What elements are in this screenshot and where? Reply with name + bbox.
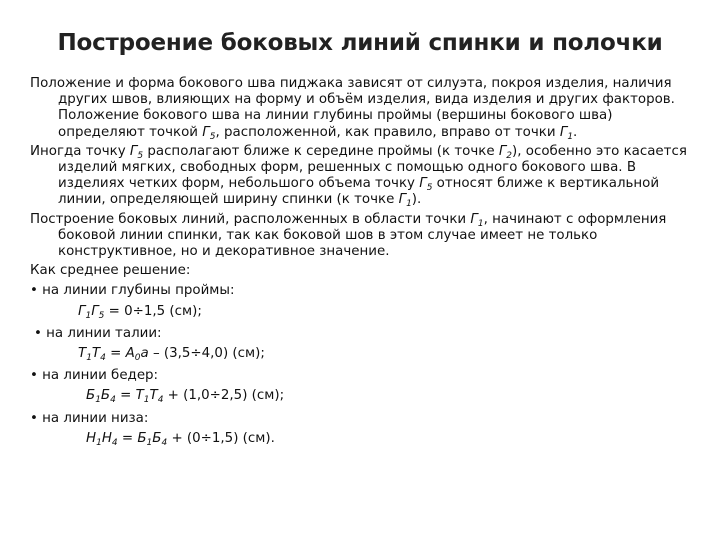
bullet-bottom-line (30, 411, 698, 427)
bullet-icon: • (34, 325, 42, 341)
text: ), особенно это касается изделий мягких, свободных форм, решенных с помощью одного бокового шва. В изделиях четких форм, небольшого объема точку (58, 143, 687, 192)
text: располагают ближе к середине проймы (к точке (143, 143, 499, 159)
bullet-label: на линии низа: (37, 410, 149, 426)
bullet-waist-line (30, 326, 698, 342)
point-g5: $Г_5$ (419, 176, 433, 194)
bullet-label: на линии талии: (41, 325, 162, 341)
slide-body (30, 76, 698, 453)
text: Положение и форма бокового шва пиджака зависят от силуэта, покроя изделия, наличия других швов, влияющих на форму и объём изделия, вида изделия и других факторов. Положение бокового шва на линии глубины проймы (вершины бокового шва) определяют точкой (30, 76, 675, 140)
point-g5: $Г_5$ (202, 124, 216, 142)
bullet-icon: • (30, 283, 38, 299)
paragraph-construction (30, 212, 698, 261)
text: относят ближе к вертикальной линии, определяющей ширину спинки (к точке (58, 176, 660, 208)
paragraph-point-placement (30, 144, 698, 209)
bullet-icon: • (30, 368, 38, 384)
text: . (573, 124, 578, 140)
bullet-armhole-line (30, 283, 698, 299)
paragraph-side-seam-position (30, 76, 698, 141)
formula-bottom: $Н_1Н_4 = Б_1Б_4 + (0\div 1,5)$ (см). (86, 430, 275, 448)
formula-hip: $Б_1Б_4 = Т_1Т_4 + (1,0\div 2,5)$ (см); (86, 388, 285, 406)
bullet-label: на линии глубины проймы: (37, 283, 235, 299)
slide-title: Построение боковых линий спинки и полочки (57, 30, 663, 56)
point-g1: $Г_1$ (559, 124, 574, 142)
point-g2: $Г_2$ (498, 143, 513, 161)
bullet-label: на линии бедер: (37, 368, 159, 384)
text: Иногда точку (30, 143, 130, 159)
text: Построение боковых линий, расположенных в области точки (30, 211, 471, 227)
formula-waist: $Т_1Т_4 = А_0а - (3,5\div 4,0)$ (см); (78, 346, 265, 364)
bullet-hip-line (30, 368, 698, 384)
paragraph-average-solution: Как среднее решение: (30, 263, 191, 279)
point-g1: $Г_1$ (470, 211, 484, 229)
text: , расположенной, как правило, вправо от точки (215, 124, 560, 140)
formula-armhole: $Г_1Г_5 = 0\div 1,5$ (см); (78, 303, 202, 321)
bullet-icon: • (30, 410, 38, 426)
point-g1: $Г_1$ (398, 192, 412, 210)
point-g5: $Г_5$ (129, 143, 144, 161)
text: , начинают с оформления боковой линии спинки, так как боковой шов в этом случае имеет не только конструктивное, но и декоративное значение. (58, 211, 667, 260)
text: ). (411, 192, 422, 208)
